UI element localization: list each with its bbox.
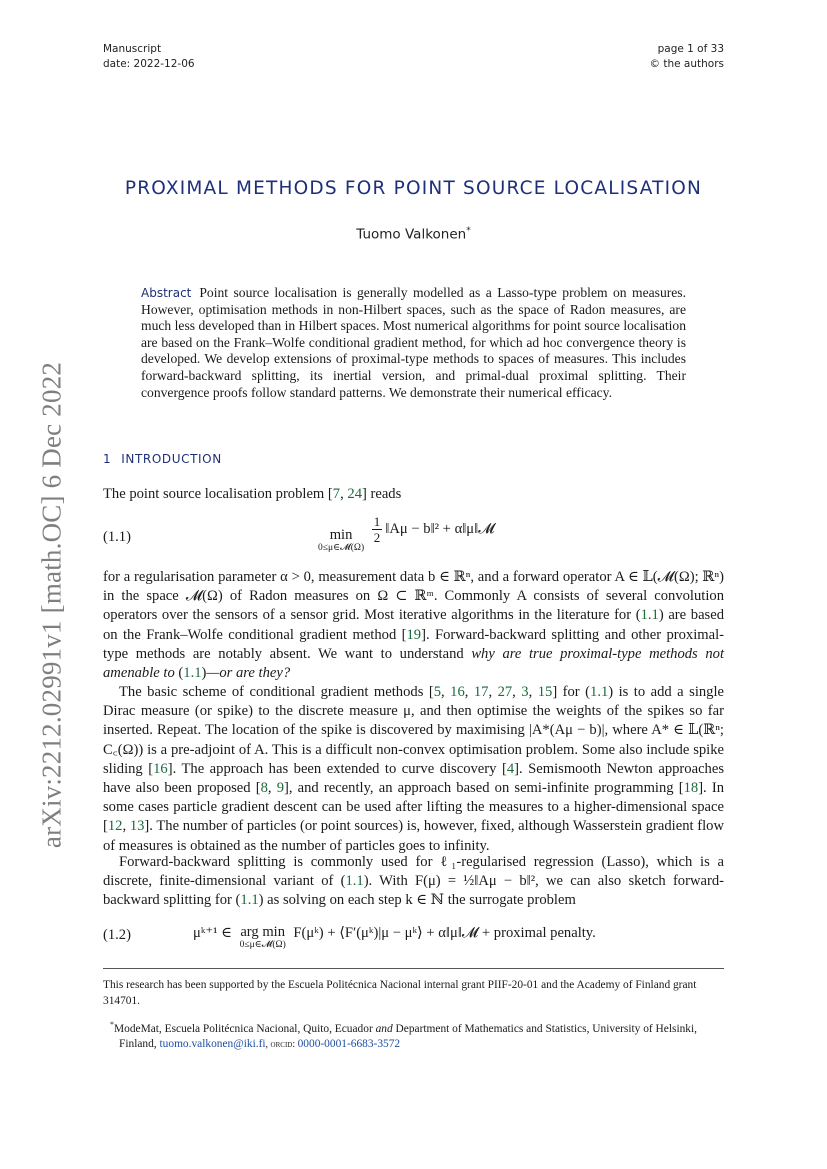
equation-body: ‖Aμ − b‖² + α‖μ‖𝓜 bbox=[385, 520, 495, 537]
affiliation-footnote bbox=[103, 1017, 731, 1053]
abstract-text: Point source localisation is generally modelled as a Lasso-type problem on measures. However, optimisation methods in non-Hilbert spaces, such as the space of Radon measures, are much less developed than in Hilbert spaces. Most numerical algorithms for point source localisation are based on the Frank–Wolfe conditional gradient method, for which ad hoc convergence theory is developed. We develop extensions of proximal-type methods to spaces of measures. This includes forward-backward splitting, its inertial version, and primal-dual proximal splitting. Their convergence proofs follow standard patterns. We demonstrate their numerical efficacy. bbox=[141, 285, 686, 400]
running-header-left bbox=[103, 42, 195, 72]
text-run: ( bbox=[174, 665, 184, 682]
intro-paragraph-1 bbox=[103, 485, 724, 504]
intro-paragraph-2 bbox=[103, 568, 724, 683]
paper-title: PROXIMAL METHODS FOR POINT SOURCE LOCALISATION bbox=[124, 178, 703, 199]
argmin-operator bbox=[240, 924, 286, 950]
citation-link[interactable]: 12 bbox=[107, 818, 123, 835]
funding-footnote: This research has been supported by the Escuela Politécnica Nacional internal grant PIIF-20-01 and the Academy of Finland grant 314701. bbox=[103, 979, 697, 1007]
equation-ref-link[interactable]: 1.1 bbox=[640, 607, 659, 624]
text-run: Department of Mathematics and Statistics, University of Helsinki, Finland, bbox=[119, 1022, 698, 1051]
text-run: Forward-backward splitting is commonly used for ℓ₁-regularised regression (Lasso), which is a discrete, finite-dimensional variant of ( bbox=[103, 854, 724, 890]
abstract bbox=[141, 285, 686, 401]
equation-number: (1.1) bbox=[103, 529, 131, 545]
section-heading bbox=[103, 452, 222, 466]
section-number: 1 bbox=[103, 452, 112, 466]
text-run: ) is to add a single Dirac measure (or spike) to the discrete measure μ, and then optimise the weights of the spikes so far inserted. Repeat. The location of the spike is discovered by maximising |A*(Aμ − b)|, where A* ∈ 𝕃(ℝⁿ; C꜀(Ω)) is a pre-adjoint of A. This is a difficult non-convex optimisation problem. Some also include spike sliding [ bbox=[103, 684, 724, 777]
email-link[interactable]: tuomo.valkonen@iki.fi bbox=[159, 1038, 266, 1051]
copyright-label: © the authors bbox=[649, 58, 724, 70]
author-name: Tuomo Valkonen bbox=[356, 226, 467, 243]
intro-paragraph-3: The basic scheme of conditional gradient methods [5, 16, 17, 27, 3, 15] for (1.1) is to add a single Dirac measure (or spike) to the discrete measure μ, and then optimise the weights of the spikes so far inserted. Repeat. The location of the spike is discovered by maximising |A*(Aμ − b)|, where A* ∈ 𝕃(ℝⁿ; C꜀(Ω)) is a pre-adjoint of A. This is a difficult non-convex optimisation problem. Some also include spike sliding [16]. The approach has been extended to curve discovery [4]. Semismooth Newton approaches have also been proposed [8, 9], and recently, an approach based on semi-infinite programming [18]. In some cases particle gradient descent can be used after lifting the measures to a higher-dimensional space [12, 13]. The number of particles (or point sources) is, however, fixed, although Wasserstein gradient flow of measures is obtained as the number of particles goes to infinity. bbox=[103, 684, 725, 854]
manuscript-label: Manuscript bbox=[103, 43, 162, 55]
fraction-half bbox=[372, 514, 383, 545]
argmin-text: arg min bbox=[240, 924, 286, 940]
date-label: date: 2022-12-06 bbox=[103, 58, 195, 70]
citation-link[interactable]: 19 bbox=[406, 626, 422, 643]
citation-link[interactable]: 16 bbox=[450, 684, 465, 700]
arxiv-stamp: arXiv:2212.02991v1 [math.OC] 6 Dec 2022 bbox=[36, 361, 67, 849]
citation-link[interactable]: 16 bbox=[153, 760, 168, 777]
equation-ref-link[interactable]: 1.1 bbox=[590, 684, 609, 700]
emphasis-text: why are true proximal-type methods not amenable to bbox=[103, 645, 725, 682]
citation-link[interactable]: 7 bbox=[332, 486, 341, 502]
author-line bbox=[0, 226, 827, 243]
citation-link[interactable]: 17 bbox=[473, 684, 489, 700]
fraction-denominator: 2 bbox=[373, 530, 381, 545]
text-run: The basic scheme of conditional gradient methods [ bbox=[119, 684, 434, 700]
citation-link[interactable]: 4 bbox=[506, 760, 515, 777]
argmin-subscript: 0≤μ∈𝓜(Ω) bbox=[239, 940, 286, 950]
citation-link[interactable]: 24 bbox=[347, 486, 362, 502]
footnote-mark: * bbox=[110, 1020, 114, 1029]
page-number: page 1 of 33 bbox=[657, 43, 724, 55]
citation-link[interactable]: 15 bbox=[537, 684, 553, 700]
citation-link[interactable]: 18 bbox=[683, 780, 699, 797]
equation-ref-link[interactable]: 1.1 bbox=[345, 873, 364, 890]
equation-1-2 bbox=[193, 924, 596, 950]
text-run: ]. The number of particles (or point sources) is, however, fixed, although Wasserstein gradient flow of measures is obtained as the number of particles goes to infinity. bbox=[103, 818, 724, 854]
min-text: min bbox=[329, 527, 353, 543]
text-run: for a regularisation parameter α > 0, measurement data b ∈ ℝⁿ, and a forward operator A ∈ 𝕃(𝓜(Ω); ℝⁿ) in the space 𝓜(Ω) of Radon measures on Ω ⊂ ℝᵐ. Commonly A consists of several convolution operators over the sensors of a sensor grid. Most iterative algorithms in the literature for ( bbox=[103, 569, 724, 624]
citation-link[interactable]: 9 bbox=[276, 780, 284, 797]
text-run: ]. The approach has been extended to curve discovery [ bbox=[167, 760, 507, 777]
text-run: ]. Semismooth Newton approaches have also been proposed [ bbox=[103, 760, 725, 797]
citation-link[interactable]: 8 bbox=[260, 780, 268, 797]
equation-body: F(μᵏ) + ⟨F′(μᵏ)|μ − μᵏ⟩ + α‖μ‖𝓜 + proximal penalty. bbox=[293, 925, 596, 941]
emphasis-text: and bbox=[375, 1022, 393, 1035]
text-run: ]. Forward-backward splitting and other proximal-type methods are notably absent. We want to understand bbox=[103, 626, 724, 662]
footnote-rule bbox=[103, 968, 724, 969]
text-run: ). With F(μ) = ½‖Aμ − b‖², we can also sketch forward-backward splitting for ( bbox=[103, 873, 724, 909]
equation-ref-link[interactable]: 1.1 bbox=[183, 665, 202, 682]
text-run: ) as solving on each step k ∈ ℕ the surrogate problem bbox=[258, 892, 576, 909]
text-run: ], and recently, an approach based on semi-infinite programming [ bbox=[283, 780, 684, 797]
text-run: ] for ( bbox=[552, 684, 591, 700]
orcid-label: , orcid: bbox=[265, 1039, 298, 1051]
citation-link[interactable]: 27 bbox=[497, 684, 513, 700]
section-title: INTRODUCTION bbox=[121, 452, 222, 466]
running-header-right bbox=[650, 42, 724, 72]
text-run: ModeMat, Escuela Politécnica Nacional, Quito, Ecuador bbox=[114, 1022, 376, 1035]
text-run: ) are based on the Frank–Wolfe conditional gradient method [ bbox=[103, 607, 724, 643]
abstract-label: Abstract bbox=[141, 286, 192, 300]
text-run: ] reads bbox=[361, 486, 402, 502]
equation-1-1 bbox=[318, 514, 495, 553]
intro-paragraph-4 bbox=[103, 853, 724, 911]
equation-ref-link[interactable]: 1.1 bbox=[240, 892, 259, 909]
citation-link[interactable]: 13 bbox=[129, 818, 145, 835]
citation-link[interactable]: 5 bbox=[433, 684, 442, 700]
orcid-link[interactable]: 0000-0001-6683-3572 bbox=[297, 1038, 401, 1051]
author-footnote-mark[interactable]: * bbox=[466, 226, 471, 236]
min-operator bbox=[318, 514, 364, 553]
equation-number: (1.2) bbox=[103, 927, 131, 943]
min-subscript: 0≤μ∈𝓜(Ω) bbox=[318, 543, 365, 553]
text-run: The point source localisation problem [ bbox=[103, 486, 333, 502]
fraction-numerator: 1 bbox=[373, 514, 381, 529]
text-run: ]. In some cases particle gradient descent can be used after lifting the measures to a higher-dimensional space [ bbox=[103, 780, 725, 835]
citation-link[interactable]: 3 bbox=[521, 684, 529, 700]
text-run: , bbox=[340, 486, 348, 502]
text-run: ) bbox=[201, 665, 207, 682]
emphasis-text: —or are they? bbox=[206, 665, 291, 682]
equation-lhs: μᵏ⁺¹ ∈ bbox=[193, 925, 232, 941]
